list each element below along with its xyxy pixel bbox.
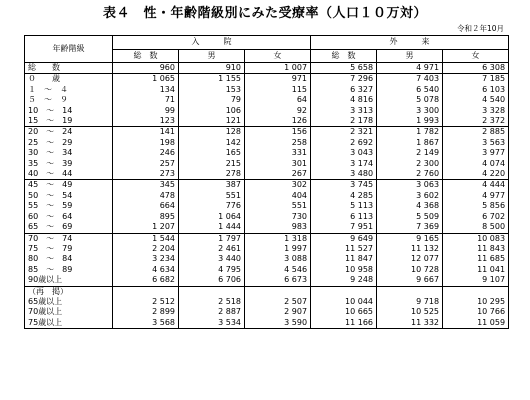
table-cell: 1 064: [179, 212, 245, 222]
table-cell: 6 308: [443, 63, 509, 74]
table-cell: 4 546: [245, 265, 311, 275]
header-age-class: 年齢階級: [25, 36, 113, 63]
table-cell: [179, 286, 245, 297]
table-cell: 123: [113, 116, 179, 127]
table-cell: 1 997: [245, 244, 311, 254]
table-cell: 5 078: [377, 95, 443, 105]
table-cell: 10 766: [443, 307, 509, 317]
table-cell: 8 500: [443, 222, 509, 233]
table-cell: 215: [179, 159, 245, 169]
table-cell: 7 369: [377, 222, 443, 233]
table-cell: 3 300: [377, 106, 443, 116]
table-cell: 3 590: [245, 318, 311, 329]
table-cell: 2 885: [443, 127, 509, 138]
table-cell: 7 185: [443, 74, 509, 85]
row-label: 35 ～ 39: [28, 158, 73, 168]
table-cell: 10 295: [443, 297, 509, 307]
row-label: 70 ～ 74: [25, 233, 113, 244]
table-cell: 11 059: [443, 318, 509, 329]
table-cell: 3 480: [311, 169, 377, 180]
table-cell: 2 300: [377, 159, 443, 169]
date-note: 令和２年10月: [456, 24, 504, 33]
row-label: 30 ～ 34: [28, 148, 73, 158]
table-cell: 6 113: [311, 212, 377, 222]
table-row: [25, 222, 509, 233]
table-cell: 2 507: [245, 297, 311, 307]
table-cell: 4 977: [443, 191, 509, 201]
table-cell: 345: [113, 180, 179, 191]
table-cell: 1 993: [377, 116, 443, 127]
table-cell: 2 372: [443, 116, 509, 127]
row-label: 60 ～ 64: [28, 211, 73, 221]
table-cell: 165: [179, 148, 245, 158]
table-cell: 7 951: [311, 222, 377, 233]
table-cell: 1 007: [245, 63, 311, 74]
header-outpatient-total: 総 数: [311, 49, 377, 63]
table-cell: 1 444: [179, 222, 245, 233]
table-row: [25, 63, 509, 74]
table-row: [25, 307, 509, 317]
table-row: [25, 297, 509, 307]
table-cell: 3 234: [113, 254, 179, 264]
table-cell: 3 563: [443, 138, 509, 148]
table-cell: 3 063: [377, 180, 443, 191]
table-cell: 3 534: [179, 318, 245, 329]
table-row: [25, 212, 509, 222]
row-label: 20 ～ 24: [25, 127, 113, 138]
table-cell: 3 043: [311, 148, 377, 158]
table-row: [25, 169, 509, 180]
row-label: 40 ～ 44: [28, 169, 73, 179]
table-cell: 4 444: [443, 180, 509, 191]
row-label: 75歳以上: [28, 317, 63, 327]
table-row: [25, 244, 509, 254]
table-cell: 198: [113, 138, 179, 148]
table-cell: 971: [245, 74, 311, 85]
table-cell: 478: [113, 191, 179, 201]
table-row: [25, 318, 509, 329]
table-row: [25, 148, 509, 158]
table-cell: 273: [113, 169, 179, 180]
table-cell: 2 887: [179, 307, 245, 317]
header-inpatient: 入 院: [113, 36, 311, 50]
table-cell: 551: [179, 191, 245, 201]
table-cell: 2 149: [377, 148, 443, 158]
table-cell: 3 440: [179, 254, 245, 264]
table-cell: 10 958: [311, 265, 377, 275]
table-cell: 9 107: [443, 275, 509, 286]
table-cell: 2 899: [113, 307, 179, 317]
table-cell: 301: [245, 159, 311, 169]
table-cell: 11 843: [443, 244, 509, 254]
row-label: 総 数: [28, 63, 60, 72]
row-label: 80 ～ 84: [28, 254, 73, 264]
table-cell: 302: [245, 180, 311, 191]
table-row: [25, 275, 509, 286]
table-cell: 257: [113, 159, 179, 169]
table-cell: 983: [245, 222, 311, 233]
table-cell: 3 568: [113, 318, 179, 329]
table-cell: 551: [245, 201, 311, 211]
table-cell: 5 113: [311, 201, 377, 211]
table-cell: 79: [179, 95, 245, 105]
table-row: [25, 254, 509, 264]
table-cell: 7 296: [311, 74, 377, 85]
row-label: 55 ～ 59: [28, 201, 73, 211]
table-cell: 278: [179, 169, 245, 180]
table-cell: 10 083: [443, 233, 509, 244]
table-cell: 5 509: [377, 212, 443, 222]
table-row: [25, 127, 509, 138]
table-cell: 11 527: [311, 244, 377, 254]
table-cell: 1 782: [377, 127, 443, 138]
table-cell: 10 728: [377, 265, 443, 275]
table-cell: 2 692: [311, 138, 377, 148]
table-row: [25, 74, 509, 85]
table-cell: 2 760: [377, 169, 443, 180]
table-cell: 71: [113, 95, 179, 105]
table-cell: 1 207: [113, 222, 179, 233]
row-label: 85 ～ 89: [28, 264, 73, 274]
table-cell: 12 077: [377, 254, 443, 264]
row-label: 45 ～ 49: [25, 180, 113, 191]
row-label: 10 ～ 14: [28, 105, 73, 115]
table-cell: 11 685: [443, 254, 509, 264]
table-row: [25, 286, 509, 297]
table-cell: 3 174: [311, 159, 377, 169]
row-label: 70歳以上: [28, 307, 63, 317]
header-outpatient: 外 来: [311, 36, 509, 50]
table-cell: 2 178: [311, 116, 377, 127]
table-cell: [311, 286, 377, 297]
table-cell: 895: [113, 212, 179, 222]
table-cell: 9 649: [311, 233, 377, 244]
row-label: 65 ～ 69: [28, 222, 73, 232]
table-cell: 5 856: [443, 201, 509, 211]
table-cell: 1 065: [113, 74, 179, 85]
table-cell: 64: [245, 95, 311, 105]
table-cell: 2 321: [311, 127, 377, 138]
table-cell: 1 797: [179, 233, 245, 244]
table-cell: [113, 286, 179, 297]
table-cell: 142: [179, 138, 245, 148]
table-cell: [245, 286, 311, 297]
table-cell: 9 248: [311, 275, 377, 286]
table-cell: 6 103: [443, 85, 509, 95]
table-cell: 1 318: [245, 233, 311, 244]
table-cell: 6 706: [179, 275, 245, 286]
table-cell: 11 847: [311, 254, 377, 264]
table-cell: 2 204: [113, 244, 179, 254]
table-row: [25, 265, 509, 275]
table-cell: 4 368: [377, 201, 443, 211]
row-label: 50 ～ 54: [28, 190, 73, 200]
table-cell: 4 971: [377, 63, 443, 74]
table-cell: 4 634: [113, 265, 179, 275]
header-inpatient-female: 女: [245, 49, 311, 63]
table-cell: 153: [179, 85, 245, 95]
table-cell: 156: [245, 127, 311, 138]
table-cell: [443, 286, 509, 297]
table-row: [25, 106, 509, 116]
header-inpatient-male: 男: [179, 49, 245, 63]
table-cell: 6 702: [443, 212, 509, 222]
table-cell: 126: [245, 116, 311, 127]
table-cell: 4 795: [179, 265, 245, 275]
table-cell: 7 403: [377, 74, 443, 85]
table-cell: 5 658: [311, 63, 377, 74]
table-cell: 4 816: [311, 95, 377, 105]
header-outpatient-female: 女: [443, 49, 509, 63]
row-label: ０ 歳: [25, 74, 113, 85]
row-label: 15 ～ 19: [28, 116, 73, 126]
table-cell: 2 512: [113, 297, 179, 307]
table-cell: [377, 286, 443, 297]
table-cell: 1 867: [377, 138, 443, 148]
table-cell: 3 328: [443, 106, 509, 116]
table-cell: 258: [245, 138, 311, 148]
table-cell: 910: [179, 63, 245, 74]
table-cell: 121: [179, 116, 245, 127]
table-cell: 4 074: [443, 159, 509, 169]
header-outpatient-male: 男: [377, 49, 443, 63]
table-cell: 134: [113, 85, 179, 95]
table-cell: 1 155: [179, 74, 245, 85]
table-row: [25, 201, 509, 211]
table-row: [25, 191, 509, 201]
table-row: [25, 85, 509, 95]
table-title: 表４ 性・年齢階級別にみた受療率（人口１０万対）: [102, 6, 427, 21]
table-cell: 2 518: [179, 297, 245, 307]
table-cell: 11 332: [377, 318, 443, 329]
table-cell: 331: [245, 148, 311, 158]
table-row: [25, 116, 509, 127]
table-cell: 11 041: [443, 265, 509, 275]
table-cell: 267: [245, 169, 311, 180]
table-cell: 9 667: [377, 275, 443, 286]
table-cell: 2 907: [245, 307, 311, 317]
header-inpatient-total: 総 数: [113, 49, 179, 63]
table-cell: 106: [179, 106, 245, 116]
table-cell: 11 166: [311, 318, 377, 329]
table-cell: 4 540: [443, 95, 509, 105]
table-cell: 11 132: [377, 244, 443, 254]
row-label: （再 掲）: [25, 286, 113, 297]
table-cell: 3 313: [311, 106, 377, 116]
table-cell: 404: [245, 191, 311, 201]
table-cell: 246: [113, 148, 179, 158]
table-cell: 3 977: [443, 148, 509, 158]
row-label: 90歳以上: [28, 275, 63, 285]
row-label: 25 ～ 29: [28, 137, 73, 147]
table-cell: 9 165: [377, 233, 443, 244]
table-row: [25, 138, 509, 148]
table-cell: 10 665: [311, 307, 377, 317]
table-row: [25, 180, 509, 191]
table-cell: 776: [179, 201, 245, 211]
table-cell: 128: [179, 127, 245, 138]
table-cell: 730: [245, 212, 311, 222]
table-cell: 115: [245, 85, 311, 95]
table-cell: 92: [245, 106, 311, 116]
table-cell: 960: [113, 63, 179, 74]
table-row: [25, 95, 509, 105]
table-cell: 2 461: [179, 244, 245, 254]
table-cell: 664: [113, 201, 179, 211]
table-row: [25, 159, 509, 169]
table-cell: 3 088: [245, 254, 311, 264]
table-cell: 3 602: [377, 191, 443, 201]
table-cell: 10 525: [377, 307, 443, 317]
table-cell: 4 285: [311, 191, 377, 201]
table-cell: 6 682: [113, 275, 179, 286]
table-cell: 4 220: [443, 169, 509, 180]
table-cell: 1 544: [113, 233, 179, 244]
rate-table: [24, 35, 509, 329]
table-cell: 6 540: [377, 85, 443, 95]
table-cell: 6 673: [245, 275, 311, 286]
table-cell: 10 044: [311, 297, 377, 307]
row-label: １ ～ ４: [28, 84, 68, 94]
table-cell: 3 745: [311, 180, 377, 191]
table-cell: 387: [179, 180, 245, 191]
table-cell: 9 718: [377, 297, 443, 307]
row-label: ５ ～ ９: [28, 95, 68, 105]
table-cell: 99: [113, 106, 179, 116]
table-body: [25, 63, 509, 329]
table-cell: 141: [113, 127, 179, 138]
table-cell: 6 327: [311, 85, 377, 95]
row-label: 75 ～ 79: [28, 243, 73, 253]
row-label: 65歳以上: [28, 296, 63, 306]
table-row: [25, 233, 509, 244]
